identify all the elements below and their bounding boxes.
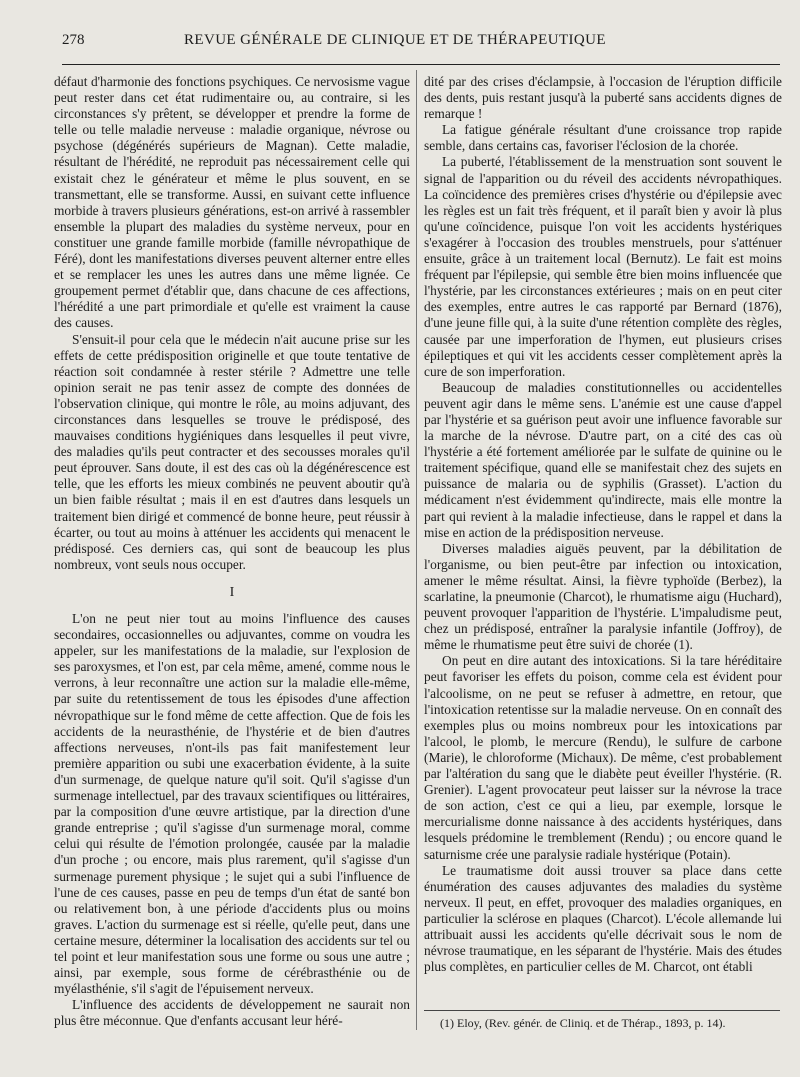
column-divider	[416, 70, 417, 1030]
paragraph: L'on ne peut nier tout au moins l'influence des causes secondaires, occasionnelles ou adjuvantes, comme on voudra les appeler, sur les manifestations de la maladie, sur l'explosion de ses paroxysmes, et l'on est, par cela même, amené, comme nous le verrons, à leur reconnaître une action sur la maladie elle-même, par suite du retentissement de tous les épisodes d'une affection névropathique sur le fond même de cette affection. Que de fois les accidents de la neurasthénie, de l'hystérie et de bien d'autres affections nerveuses, n'ont-ils pas fait manifestement leur première apparition ou subi une exacerbation évidente, à la suite d'un surmenage, de quelque nature qu'il soit. Qu'il s'agisse d'un surmenage intellectuel, par des travaux scientifiques ou littéraires, par la composition d'une œuvre artistique, par la direction d'une grande entreprise ; qu'il s'agisse d'un surmenage moral, comme celui qui résulte de l'émotion prolongée, causée par la maladie d'un proche ; ou encore, mais plus rarement, qu'il s'agisse d'un surmenage purement physique ; le sujet qui a subi l'influence de l'une de ces causes, passe en peu de temps d'un état de santé bon ou relativement bon, à une période d'accidents plus ou moins graves. L'action du surmenage est si réelle, qu'elle peut, dans une certaine mesure, déterminer la localisation des accidents sur tel ou tel point et leur manifestation sous une forme ou sous une autre ; ainsi, par exemple, sous forme de cérébrasthénie ou de myélasthénie, s'il s'agit de l'épuisement nerveux.	[54, 611, 410, 997]
paragraph: Le traumatisme doit aussi trouver sa place dans cette énumération des causes adjuvantes des maladies du système nerveux. Il peut, en effet, provoquer des maladies organiques, en particulier la sclérose en plaques (Charcot). L'école allemande lui attribuait aussi les accidents qu'elle décrivait sous le nom de névrose traumatique, en les séparant de l'hystérie. Mais des études plus complètes, en particulier celles de M. Charcot, ont établi	[424, 862, 782, 975]
right-column	[424, 74, 782, 975]
running-title: REVUE GÉNÉRALE DE CLINIQUE ET DE THÉRAPEUTIQUE	[184, 32, 606, 48]
left-column	[54, 74, 410, 1029]
paragraph: La puberté, l'établissement de la menstruation sont souvent le signal de l'apparition ou du réveil des accidents névropathiques. La coïncidence des premières crises d'hystérie ou d'épilepsie avec les règles est un fait très fréquent, et il paraît bien y avoir là plus qu'une coïncidence, puisque l'on voit les accidents hystériques s'exagérer à l'occasion des troubles menstruels, pour s'atténuer ensuite, grâce à un traitement local (Bernutz). Le fait est moins fréquent par l'épilepsie, qui semble être bien moins influencée que l'hystérie, par les circonstances extérieures ; mais on en peut citer des exemples, entre autres le cas rapporté par Bernard (1876), d'une jeune fille qui, à la suite d'une rétention complète des règles, causée par une imperforation de l'hymen, eut plusieurs crises épileptiques et qui vit les accidents cesser complètement après la cure de son imperforation.	[424, 154, 782, 379]
footnote: (1) Eloy, (Rev. génér. de Cliniq. et de Thérap., 1893, p. 14).	[440, 1016, 726, 1030]
paragraph: On peut en dire autant des intoxications. Si la tare héréditaire peut favoriser les effets du poison, comme cela est évident pour l'alcoolisme, on ne peut se refuser à admettre, en retour, que l'intoxication retentisse sur la maladie nerveuse. On en connaît des exemples plus ou moins nombreux pour les intoxications par l'alcool, le plomb, le mercure (Rendu), le sulfure de carbone (Marie), le chloroforme (Michaux). De même, c'est probablement par l'altération du sang que le diabète peut éveiller l'hystérie. (R. Grenier). L'agent provocateur peut laisser sur la névrose la trace de son action, c'est ce qui a lieu, par exemple, lorsque le mercurialisme donne naissance à des accidents hystériques, dans lesquels prédomine le tremblement (Rendu) ; ou encore quand le saturnisme crée une paralysie radiale hystérique (Potain).	[424, 653, 782, 862]
paragraph: S'ensuit-il pour cela que le médecin n'ait aucune prise sur les effets de cette prédisposition originelle et que toute tentative de réaction soit condamnée à rester stérile ? Admettre une telle opinion serait ne pas tenir assez de compte des données de l'observation clinique, qui montre le rôle, au moins adjuvant, des circonstances dans lesquelles se trouve le prédisposé, des mauvaises conditions hygiéniques dans lesquelles il peut vivre, des maladies qu'ils peut contracter et des secousses morales qu'il peut éprouver. Sans doute, il est des cas où la dégénérescence est telle, que les efforts les mieux combinés ne peuvent aboutir qu'à un bien faible résultat ; mais il en est d'autres dans lesquels un traitement bien dirigé et commencé de bonne heure, peut réussir à écarter, ou tout au moins à atténuer les accidents qui menacent le prédisposé. Ces derniers cas, qui sont de beaucoup les plus nombreux, vont seuls nous occuper.	[54, 331, 410, 572]
paragraph: La fatigue générale résultant d'une croissance trop rapide semble, dans certains cas, favoriser l'éclosion de la chorée.	[424, 122, 782, 154]
paragraph: défaut d'harmonie des fonctions psychiques. Ce nervosisme vague peut rester dans cet état rudimentaire ou, au contraire, si les circonstances s'y prêtent, se développer et prendre la forme de telle ou telle maladie nerveuse : maladie organique, névrose ou psychose (dégénérés supérieurs de Magnan). Cette maladie, résultant de l'hérédité, ne reproduit pas nécessairement celle qui existait chez le générateur et même le plus souvent, en se transmettant, elle se transforme. Aussi, en suivant cette influence morbide à travers plusieurs générations, est-on arrivé à rassembler ensemble la plupart des maladies du système nerveux, pour en constituer une grande famille morbide (famille névropathique de Féré), dont les manifestations diverses peuvent alterner entre elles et se remplacer les unes les autres dans une même lignée. Ce groupement permet d'établir que, dans chacune de ces affections, l'hérédité a une part primordiale et qu'elle est vraiment la cause des causes.	[54, 74, 410, 331]
header-rule	[62, 64, 780, 65]
paragraph: L'influence des accidents de développement ne saurait non plus être méconnue. Que d'enfants accusant leur héré-	[54, 997, 410, 1029]
page-header	[62, 30, 780, 56]
section-heading: I	[229, 584, 235, 600]
paragraph: dité par des crises d'éclampsie, à l'occasion de l'éruption difficile des dents, puis restant jusqu'à la puberté sans accidents dignes de remarque !	[424, 74, 782, 122]
page-number: 278	[62, 32, 85, 48]
paragraph: Beaucoup de maladies constitutionnelles ou accidentelles peuvent agir dans le même sens. L'anémie est une cause d'appel par l'hystérie et sa guérison peut avoir une influence favorable sur la marche de la névrose. D'autre part, on a cité des cas où l'hystérie a été fortement améliorée par le sulfate de quinine ou le traitement spécifique, quand elle se manifestait chez des sujets en puissance de malaria ou de syphilis (Grasset). L'action du médicament n'est évidemment qu'indirecte, mais elle montre la part qui revient à la maladie infectieuse, dans le rappel et dans la mise en action de la prédisposition nerveuse.	[424, 379, 782, 540]
paragraph: Diverses maladies aiguës peuvent, par la débilitation de l'organisme, ou bien peut-être par infection ou intoxication, amener le même résultat. Ainsi, la fièvre typhoïde (Berbez), la scarlatine, la pneumonie (Charcot), le rhumatisme aigu (Huchard), peuvent provoquer l'apparition de l'hystérie. L'impaludisme peut, chez un prédisposé, entraîner la paralysie infantile (Joffroy), de même le rhumatisme peut être suivi de chorée (1).	[424, 540, 782, 653]
footnote-rule	[424, 1010, 780, 1011]
